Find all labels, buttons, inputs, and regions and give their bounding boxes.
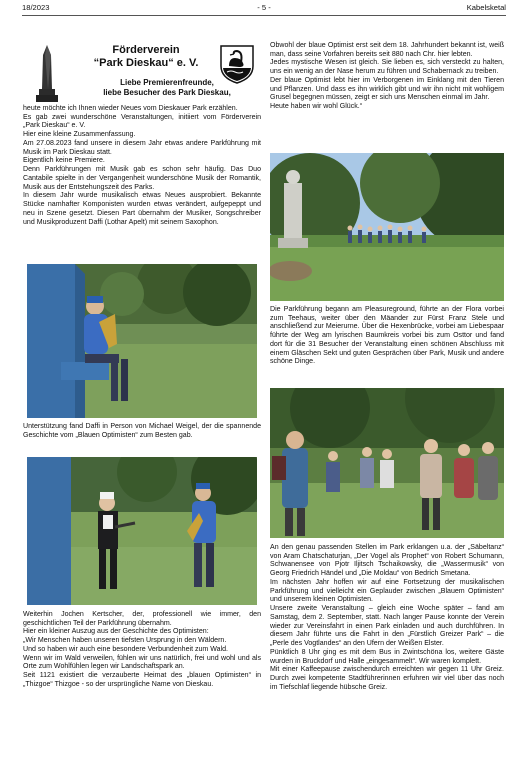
right-column-intro [270,42,504,112]
paragraph: Die Parkführung begann am Pleasureground, führte an der Flora vorbei zum Teehaus, weiter über den Mäander zur Fürst Franz Stele und anschließend zur Meierurne. Über die Hexenbrücke, vorbei am Liebespaar führte der Weg am lyrischen Baumkreis vorbei bis zum Osttor und fand dort für die 31 Besucher der Veranstaltung einen schönen Abschluss mit einem Gläschen Sekt und guten Gesprächen über Park, Musik und andere schöne Dinge. [270,306,504,366]
publication-name: Kabelsketal [466,3,506,12]
header-divider [22,15,506,16]
obelisk-icon [34,45,60,103]
paragraph: heute möchte ich Ihnen wieder Neues vom Dieskauer Park erzählen. [23,105,238,112]
paragraph: Im nächsten Jahr hoffen wir auf eine Fortsetzung der musikalischen Parkführung und vielleicht ein Geplauder zwischen „Blauem Optimisten“ und unserem kleinen Optimisten. [270,578,504,604]
right-column-music-and-trip [270,544,504,692]
left-column-continued [23,611,261,690]
title-line-1: Förderverein [112,44,180,56]
right-column-tour-route [270,306,504,367]
paragraph: Heute haben wir wohl Glück.“ [270,103,363,111]
paragraph: Der blaue Optimist lebt hier im Verborgenen im Einklang mit den Tieren und Pflanzen. Und dass es ihn wirklich gibt und wir ihn nicht mit wohligem Grusel begegnen müssen, zeigt er sich uns Menschen einmal im Jahr. [270,76,504,102]
left-column-intro [23,105,261,227]
paragraph: Seit 1121 existiert die verzauberte Heimat des „blauen Optimisten“ in „Thizgoe“ Thizgoe - so der ursprüngliche Name von Dieskau. [23,672,261,688]
paragraph: Wenn wir im Wald verweilen, fühlen wir uns natürlich, frei und wohl und als Orte zum Wohlfühlen legen wir Landschaftspark an. [23,654,261,671]
paragraph: Eigentlich keine Premiere. [23,157,105,165]
paragraph: Weiterhin Jochen Kertscher, der, professionell wie immer, den geschichtlichen Teil der Parkführung übernahm. [23,611,261,627]
paragraph: Obwohl der blaue Optimist erst seit dem 18. Jahrhundert bekannt ist, weiß man, dass seine Vorfahren bereits seit 880 nach Chr. hier lebten. [270,42,504,58]
paragraph: Am 27.08.2023 fand unsere in diesem Jahr etwas andere Parkführung mit Musik im Park Dieskau statt. [23,139,261,156]
title-line-2: “Park Dieskau“ e. V. [93,56,199,69]
greeting-line-1: Liebe Premierenfreunde, [120,78,214,87]
greeting-line-2: liebe Besucher des Park Dieskau, [103,87,231,97]
photo-group-at-statue [270,153,504,301]
paragraph: Jedes mystische Wesen ist gleich. Sie lieben es, sich versteckt zu halten, uns ein wenig an der Nase herum zu führen und Schabernack zu treiben. [270,59,504,76]
issue-number: 18/2023 [22,3,50,12]
paragraph: Hier eine kleine Zusammenfassung. [23,131,136,139]
photo-tour-group [270,388,504,538]
page-number: - 5 - [257,3,271,12]
paragraph: Denn Parkführungen mit Musik gab es schon sehr häufig. Das Duo Cantabile spielte in der Vergangenheit wunderschöne Musik der Romantik, Musik aus der Entstehungszeit des Parks. [23,166,261,191]
page-header [22,3,506,15]
article-title [73,44,219,69]
caption-text: Unterstützung fand Daffi in Person von Michael Weigel, der die spannende Geschichte vom „Blauen Optimisten“ zum Besten gab. [23,423,261,439]
paragraph: „Wir Menschen haben unseren tiefsten Ursprung in den Wäldern. [23,637,227,645]
paragraph: Und so haben wir auch eine besondere Verbundenheit zum Wald. [23,645,229,653]
paragraph: Hier ein kleiner Auszug aus der Geschichte des Optimisten: [23,628,209,636]
paragraph: In diesem Jahr wurde musikalisch etwas Neues ausprobiert. Bekannte Stücke namhafter Komponisten wurden etwas verändert, aufgepeppt und neu in Szene gesetzt. Diesen Part übernahm der Musiker, Songschreiber und Musikproduzent Daffi (Lothar Apelt) mit seinem Saxophon. [23,192,261,226]
photo-storyteller-and-saxophonist [27,457,257,605]
paragraph: Es gab zwei wunderschöne Veranstaltungen, initiiert vom Förderverein „Park Dieskau“ e. V. [23,113,261,130]
photo-saxophonist [27,264,257,418]
paragraph: Mit einer Kaffeepause zwischendurch erreichten wir gegen 11 Uhr Greiz. Durch zwei kompetente Stadtführerinnen erfuhren wir viel über das noch im Tiefschlaf liegende hübsche Greiz. [270,666,504,691]
caption-photo-1 [23,423,261,440]
greeting [73,78,261,98]
paragraph: Unsere zweite Veranstaltung – gleich eine Woche später – fand am Samstag, dem 2. September, statt. Nach langer Pause konnte der Verein wieder zur Vereinsfahrt in einen Park einladen und auch durchführen. In diesem Jahr führte uns die Fahrt in den „Fürstlich Greizer Park“ – die „Perle des Vogtlandes“ an den Ufern der Weißen Elster. [270,605,504,648]
paragraph: An den genau passenden Stellen im Park erklangen u.a. der „Säbeltanz“ von Aram Chatschaturjan, „Der Vogel als Prophet“ von Robert Schumann, Schwanensee von Pjotr Iljitsch Tschaikowsky, die „Wassermusik“ von Georg Friedrich Händel und „Die Moldau“ von Bedrich Smetana. [270,544,504,578]
paragraph: Pünktlich 8 Uhr ging es mit dem Bus in Zwintschöna los, weitere Gäste wurden in Bruckdorf und Halle „eingesammelt“. Wir waren komplett. [270,648,504,665]
